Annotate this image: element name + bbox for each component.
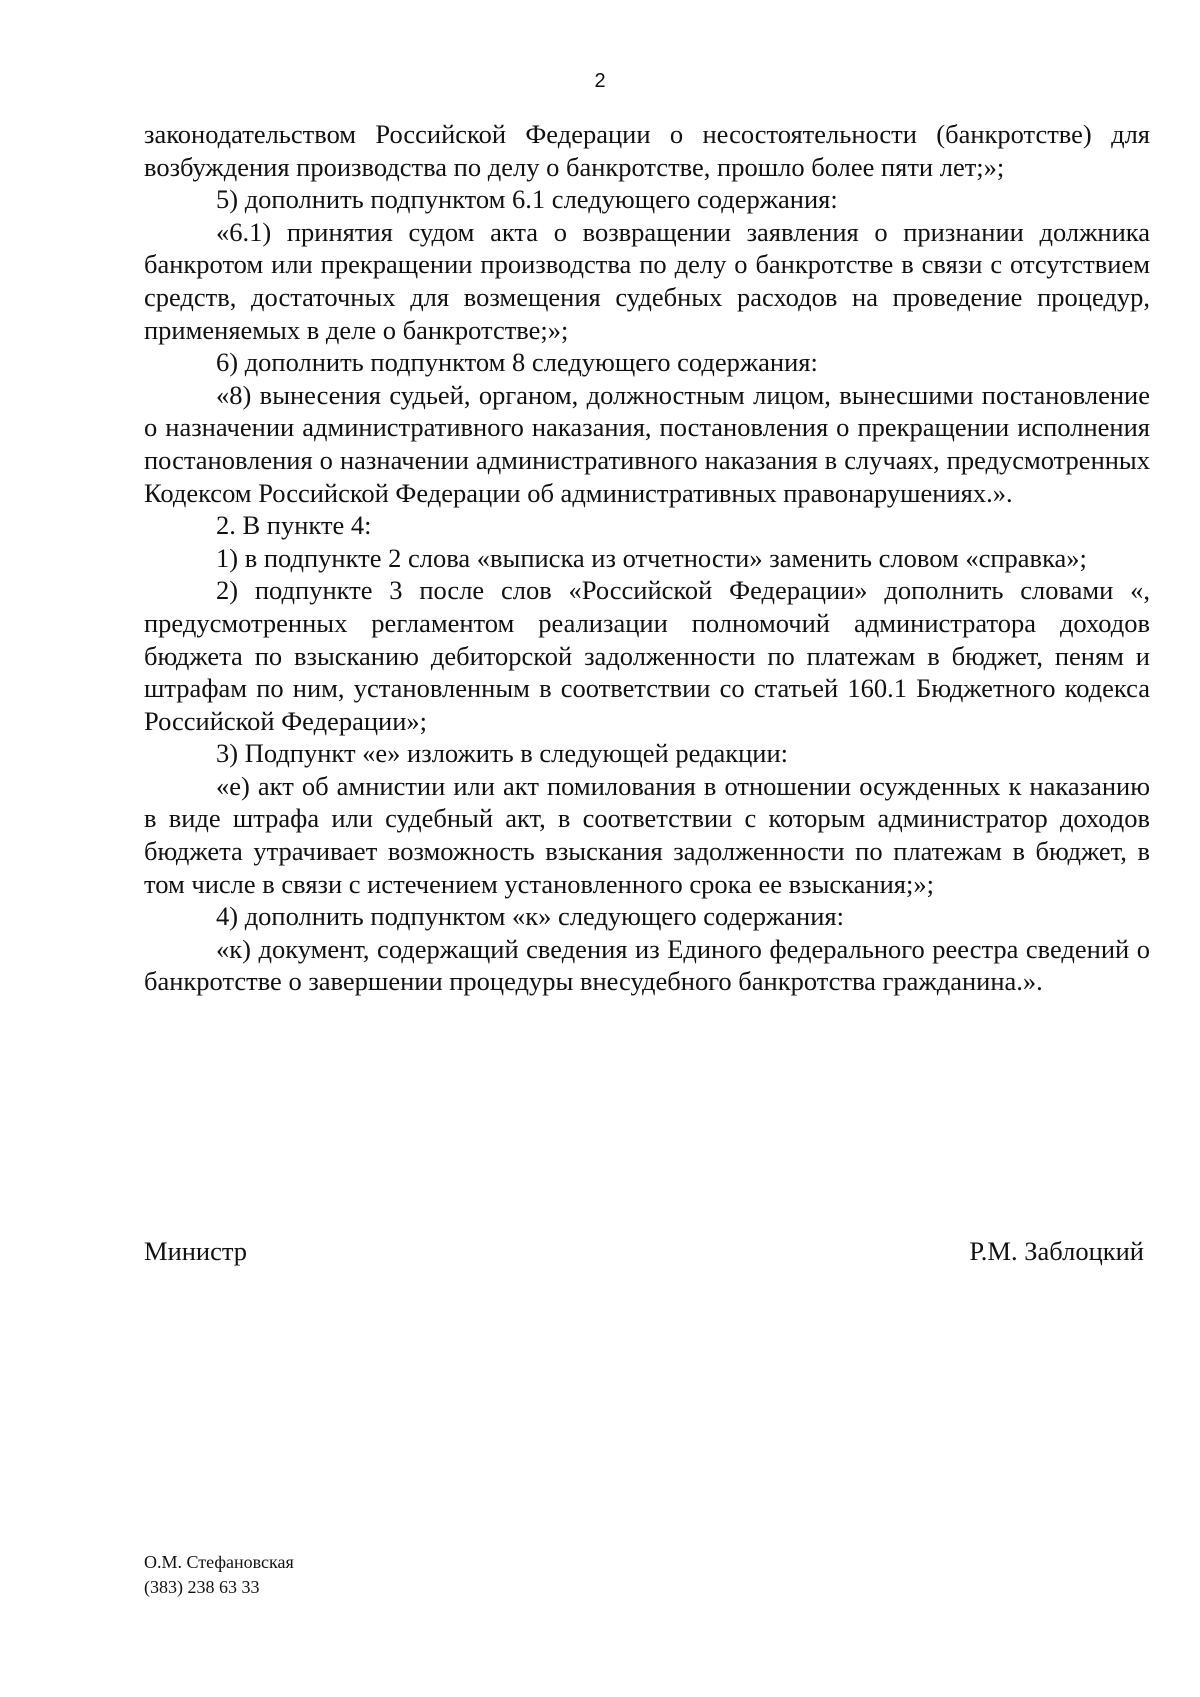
executor-name: О.М. Стефановская (144, 1552, 294, 1572)
signatory-name: Р.М. Заблоцкий (969, 1236, 1144, 1266)
signatory-position: Министр (144, 1236, 248, 1266)
paragraph-4: 6) дополнить подпунктом 8 следующего содержания: (216, 347, 818, 378)
paragraph-11: 4) дополнить подпунктом «к» следующего содержания: (216, 901, 844, 932)
paragraph-12: «к) документ, содержащий сведения из Единого федерального реестра сведений о банкротстве о завершении процедуры внесудебного банкротства гражданина.». (144, 933, 1150, 997)
paragraph-6: 2. В пункте 4: (216, 510, 372, 541)
page-number: 2 (594, 70, 606, 92)
paragraph-7: 1) в подпункте 2 слова «выписка из отчетности» заменить словом «справка»; (216, 542, 1087, 573)
executor-phone: (383) 238 63 33 (144, 1577, 260, 1597)
paragraph-10: «е) акт об амнистии или акт помилования в отношении осужденных к наказанию в виде штрафа или судебный акт, в соответствии с которым администратор доходов бюджета утрачивает возможность взыскания задолженности по платежам в бюджет, в том числе в связи с истечением установленного срока ее взыскания;»; (144, 770, 1150, 899)
paragraph-3: «6.1) принятия судом акта о возвращении заявления о признании должника банкротом или прекращении производства по делу о банкротстве в связи с отсутствием средств, достаточных для возмещения судебных расходов на проведение процедур, применяемых в деле о банкротстве;»; (144, 216, 1150, 345)
paragraph-1: законодательством Российской Федерации о несостоятельности (банкротстве) для возбуждения производства по делу о банкротстве, прошло более пяти лет;»; (144, 119, 1150, 182)
paragraph-5: «8) вынесения судьей, органом, должностным лицом, вынесшими постановление о назначении административного наказания, постановления о прекращении исполнения постановления о назначении административного наказания в случаях, предусмотренных Кодексом Российской Федерации об административных правонарушениях.». (144, 379, 1150, 508)
paragraph-9: 3) Подпункт «е» изложить в следующей редакции: (216, 738, 789, 769)
paragraph-2: 5) дополнить подпунктом 6.1 следующего содержания: (216, 184, 838, 215)
executor-block (144, 1550, 294, 1600)
paragraph-8: 2) подпункте 3 после слов «Российской Федерации» дополнить словами «, предусмотренных регламентом реализации полномочий администратора доходов бюджета по взысканию дебиторской задолженности по платежам в бюджет, пеням и штрафам по ним, установленным в соответствии со статьей 160.1 Бюджетного кодекса Российской Федерации»; (144, 575, 1150, 736)
document-body (144, 118, 1150, 998)
